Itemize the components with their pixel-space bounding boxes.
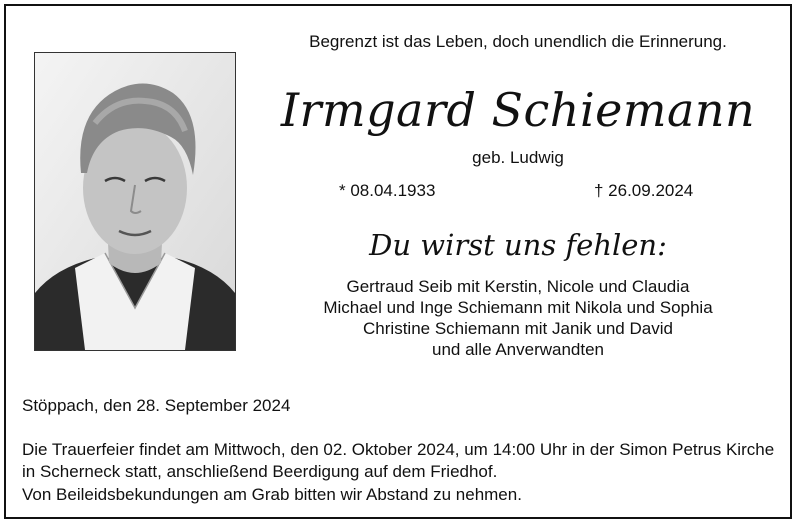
deceased-name: Irmgard Schiemann bbox=[280, 83, 756, 137]
mourner-line: und alle Anverwandten bbox=[431, 340, 605, 359]
funeral-info-line-1: Die Trauerfeier findet am Mittwoch, den 02. Oktober 2024, um 14:00 Uhr in der Simon Petrus Kirche bbox=[22, 440, 775, 459]
birth-date: * 08.04.1933 bbox=[339, 181, 436, 200]
mourner-line: Christine Schiemann mit Janik und David bbox=[363, 319, 673, 338]
condolence-note: Von Beileidsbekundungen am Grab bitten wir Abstand zu nehmen. bbox=[22, 485, 522, 504]
death-date: † 26.09.2024 bbox=[594, 181, 694, 200]
mourner-line: Gertraud Seib mit Kerstin, Nicole und Claudia bbox=[346, 277, 690, 296]
mourners-list bbox=[240, 276, 796, 360]
funeral-info-line-2: in Scherneck statt, anschließend Beerdigung auf dem Friedhof. bbox=[22, 462, 498, 481]
mourner-line: Michael und Inge Schiemann mit Nikola und Sophia bbox=[323, 298, 713, 317]
farewell-heading: Du wirst uns fehlen: bbox=[369, 228, 667, 262]
place-date: Stöppach, den 28. September 2024 bbox=[22, 396, 291, 415]
portrait-photo bbox=[34, 52, 236, 351]
motto-quote: Begrenzt ist das Leben, doch unendlich die Erinnerung. bbox=[309, 32, 727, 51]
birth-name: geb. Ludwig bbox=[472, 148, 564, 167]
